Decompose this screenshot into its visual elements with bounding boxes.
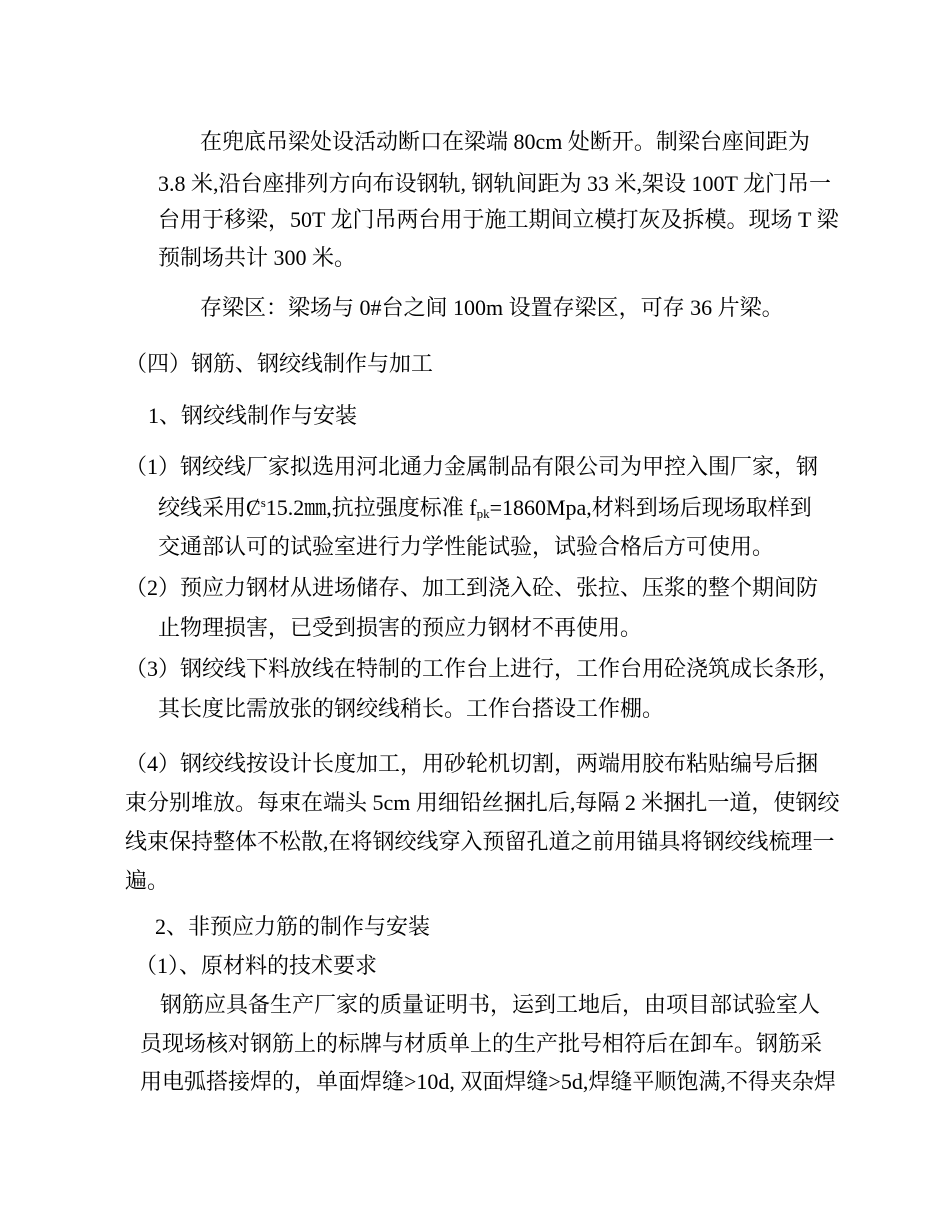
list-item-line: （1）钢绞线厂家拟选用河北通力金属制品有限公司为甲控入围厂家，钢: [125, 454, 819, 479]
list-item-line: [158, 495, 812, 521]
list-item-line: 交通部认可的试验室进行力学性能试验，试验合格后方可使用。: [158, 534, 775, 559]
list-item-line: 遍。: [125, 868, 170, 893]
list-item-line: 线束保持整体不松散,在将钢绞线穿入预留孔道之前用锚具将钢绞线梳理一: [125, 829, 835, 854]
intro-paragraph-line: 在兜底吊梁处设活动断口在梁端 80cm 处断开。制梁台座间距为: [200, 129, 810, 154]
text-run: 绞线采用Ȼ: [158, 495, 261, 520]
list-item-line: （3）钢绞线下料放线在特制的工作台上进行，工作台用砼浇筑成长条形，: [125, 656, 841, 681]
list-item-line: 其长度比需放张的钢绞线稍长。工作台搭设工作棚。: [158, 696, 665, 721]
paragraph-line: 员现场核对钢筋上的标牌与材质单上的生产批号相符后在卸车。钢筋采: [140, 1031, 823, 1056]
text-run: =1860Mpa,材料到场后现场取样到: [489, 495, 812, 520]
intro-paragraph-line: 台用于移梁，50T 龙门吊两台用于施工期间立模打灰及拆模。现场 T 梁: [158, 207, 839, 232]
intro-paragraph-line: 3.8 米,沿台座排列方向布设钢轨, 钢轨间距为 33 米,架设 100T 龙门吊一: [158, 171, 832, 196]
list-item-line: 束分别堆放。每束在端头 5cm 用细铅丝捆扎后,每隔 2 米捆扎一道，使钢绞: [125, 790, 840, 815]
superscript: s: [260, 495, 266, 510]
list-item-line: （2）预应力钢材从进场储存、加工到浇入砼、张拉、压浆的整个期间防: [125, 575, 819, 600]
subsection-heading: 1、钢绞线制作与安装: [148, 403, 358, 428]
storage-area-paragraph: 存梁区：梁场与 0#台之间 100m 设置存梁区，可存 36 片梁。: [200, 295, 784, 320]
subscript: pk: [476, 506, 490, 521]
paragraph-line: 钢筋应具备生产厂家的质量证明书，运到工地后，由项目部试验室人: [160, 992, 821, 1017]
section-heading: （四）钢筋、钢绞线制作与加工: [125, 351, 434, 376]
list-item-line: （4）钢绞线按设计长度加工，用砂轮机切割，两端用胶布粘贴编号后捆: [125, 751, 819, 776]
text-run: 15.2㎜,抗拉强度标准 f: [265, 495, 477, 520]
subsection-heading: 2、非预应力筋的制作与安装: [155, 914, 431, 939]
sub-subsection-heading: （1）、原材料的技术要求: [135, 953, 378, 978]
intro-paragraph-line: 预制场共计 300 米。: [158, 245, 357, 270]
list-item-line: 止物理损害，已受到损害的预应力钢材不再使用。: [158, 615, 643, 640]
paragraph-line: 用电弧搭接焊的，单面焊缝>10d, 双面焊缝>5d,焊缝平顺饱满,不得夹杂焊: [140, 1069, 836, 1094]
